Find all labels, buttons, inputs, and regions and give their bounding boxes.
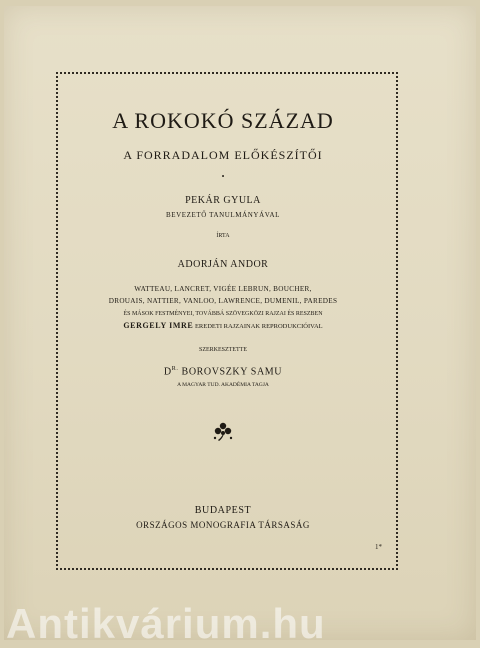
publication-city: BUDAPEST: [194, 505, 252, 516]
separator-dot: •: [221, 172, 225, 181]
main-author: ADORJÁN ANDOR: [177, 259, 269, 270]
introduction-author: PEKÁR GYULA: [185, 195, 261, 206]
publisher-name: ORSZÁGOS MONOGRAFIA TÁRSASÁG: [136, 520, 310, 530]
book-subtitle: A FORRADALOM ELŐKÉSZÍTŐI: [123, 148, 323, 162]
book-title: A ROKOKÓ SZÁZAD: [112, 108, 334, 133]
artists-line-1: WATTEAU, LANCRET, VIGÉE LEBRUN, BOUCHER,: [134, 285, 312, 293]
illustrator-note: EREDETI RAJZAINAK REPRODUKCIÓIVAL: [194, 323, 323, 330]
watermark: Antikvárium.hu: [6, 600, 326, 647]
artists-line-2: DROUAIS, NATTIER, VANLOO, LAWRENCE, DUMENIL, PAREDES: [108, 297, 338, 305]
editor-name: BOROVSZKY SAMU: [181, 366, 283, 378]
illustrator-line: [52, 321, 394, 330]
introduction-note: BEVEZETŐ TANULMÁNYÁVAL: [165, 211, 281, 219]
editor-membership: A MAGYAR TUD. AKADÉMIA TAGJA: [177, 382, 269, 388]
editor-title: D: [163, 366, 172, 378]
written-by-label: ÍRTA: [216, 233, 230, 239]
floral-ornament-icon: [210, 420, 236, 442]
editor-title-sup: R.: [171, 366, 179, 372]
edited-by-label: SZERKESZTETTE: [199, 347, 247, 353]
editor-line: [52, 366, 394, 377]
illustrator-name: GERGELY IMRE: [123, 321, 194, 330]
illustrations-note: ÉS MÁSOK FESTMÉNYEI, TOVÁBBÁ SZÖVEGKÖZI RAJZAI ÉS RESZBEN: [123, 311, 323, 317]
signature-mark: 1*: [375, 543, 382, 551]
